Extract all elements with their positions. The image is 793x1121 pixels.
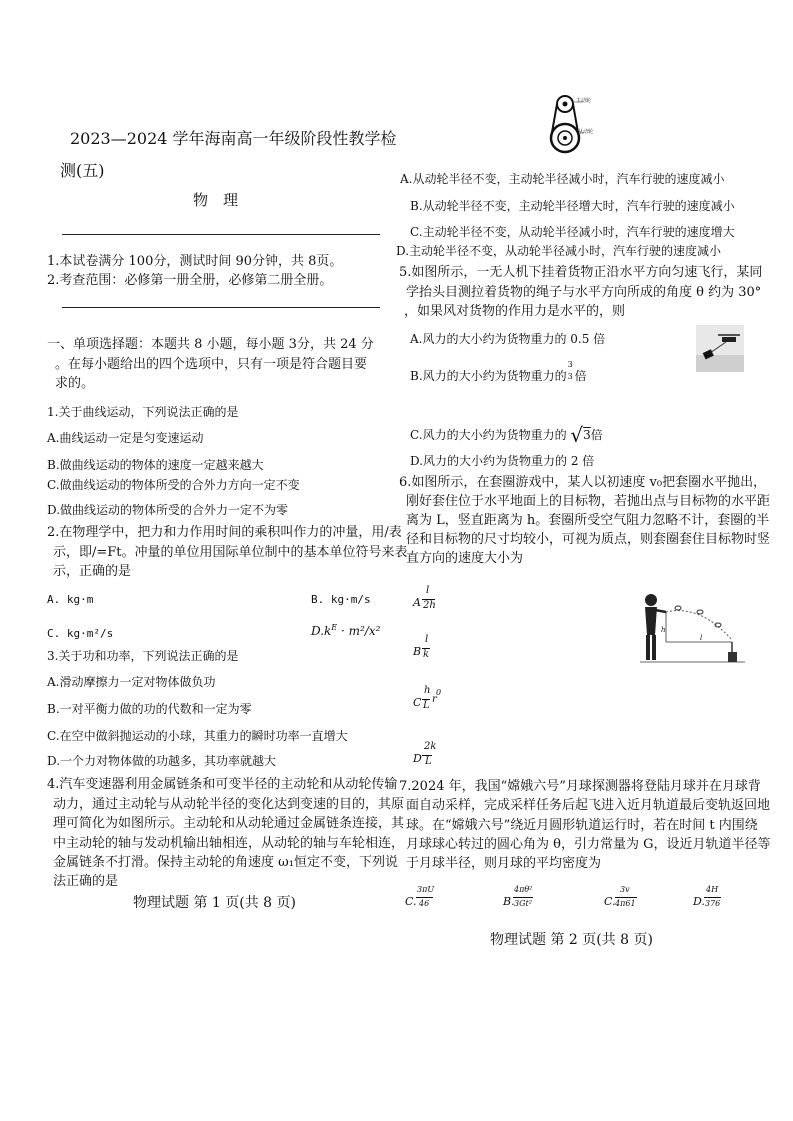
q5-option-c-text: C.风力的大小约为货物重力的 (410, 428, 567, 442)
q5-line-2: 学抬头目测拉着货物的绳子与水平方向所成的角度 θ 约为 30° (406, 285, 762, 300)
q7-option-a (405, 885, 445, 915)
top-divider (62, 234, 380, 235)
q7-option-b-label: B. (503, 895, 515, 908)
q6-line-4: 径和目标物的尺寸均较小，可视为质点，则套圈套住目标物时竖 (406, 532, 771, 547)
q6-option-a-den: 2h (423, 600, 436, 611)
q7-option-c-den: 4π61 (615, 899, 636, 908)
q6-option-a-num: l (426, 585, 430, 596)
title-line-1: 2023—2024 学年海南高一年级阶段性教学检 (70, 129, 397, 148)
q1-option-d: D.做曲线运动的物体所受的合外力一定不为零 (47, 503, 289, 517)
q5-line-1: 5.如图所示，一无人机下挂着货物正沿水平方向匀速飞行，某同 (399, 265, 763, 280)
q6-line-2: 刚好套住位于水平地面上的目标物，若抛出点与目标物的水平距 (406, 494, 771, 509)
q6-option-a (413, 585, 443, 615)
q5-option-c-root: 3 (583, 428, 591, 442)
q7-option-d-num: 4H (706, 885, 719, 894)
drone-photo (696, 325, 744, 372)
q7-line-5: 于月球半径，则月球的平均密度为 (406, 856, 602, 871)
q7-option-a-num: 3πU (417, 885, 435, 894)
q7-option-a-bar (416, 897, 433, 898)
q4-line-2: 动力，通过主动轮与从动轮半径的变化达到变速的目的，其原 (53, 797, 405, 812)
q1-stem: 1.关于曲线运动，下列说法正确的是 (47, 405, 239, 419)
q7-option-b-den: 3Gt² (514, 899, 532, 908)
q3-option-c: C.在空中做斜抛运动的小球，其重力的瞬时功率一直增大 (47, 729, 348, 743)
q4-line-3: 理可简化为如图所示。主动轮和从动轮通过金属链条连接，其 (53, 816, 405, 831)
trajectory (666, 611, 732, 640)
q2-option-d-rest: · m²/x² (340, 624, 381, 638)
ring-toss-figure (640, 590, 745, 665)
q4-line-1: 4.汽车变速器利用金属链条和可变半径的主动轮和从动轮传输 (47, 777, 398, 792)
q7-option-d (693, 885, 733, 915)
q7-option-b (503, 885, 543, 915)
q5-line-3: ，如果风对货物的作用力是水平的，则 (404, 304, 626, 319)
section-1-line-1: 一、单项选择题：本题共 8 小题，每小题 3分，共 24 分 (47, 337, 374, 352)
q5-option-b-den: 3 (567, 372, 573, 381)
driven-pulley-hub (563, 136, 567, 140)
subject-title: 物 理 (193, 191, 239, 209)
q2-option-b: B. kg·m/s (311, 593, 371, 606)
q7-option-c (604, 885, 644, 915)
q7-option-b-num: 4πθ² (514, 885, 533, 894)
q4-option-a: A.从动轮半径不变，主动轮半径减小时，汽车行驶的速度减小 (400, 172, 725, 186)
title-line-2: 测(五) (60, 161, 105, 180)
drone-body (722, 337, 736, 342)
footer-page-1: 物理试题 第 1 页(共 8 页) (133, 895, 296, 911)
q7-line-3: 球。在“嫦娥六号”绕近月圆形轨道运行时，若在时间 t 内围绕 (406, 818, 758, 833)
q5-option-b-num: 3 (567, 360, 573, 369)
pulley-label-top: 主动轮 (576, 98, 592, 104)
q6-line-3: 离为 L，竖直距离为 h。套圈所受空气阻力忽略不计，套圈的半 (406, 513, 770, 528)
q4-line-4: 中主动轮的轴与发动机输出轴相连，从动轮的轴与车轮相连， (53, 836, 405, 851)
note-2: 2.考查范围：必修第一册全册，必修第二册全册。 (47, 273, 333, 288)
q4-option-b: B.从动轮半径不变，主动轮半径增大时，汽车行驶的速度减小 (410, 199, 735, 213)
notes-divider (62, 307, 380, 308)
q1-option-a: A.曲线运动一定是匀变速运动 (47, 431, 204, 445)
q6-option-d-num: 2k (424, 741, 437, 752)
q6-option-c-label: C (413, 696, 422, 709)
q6-line-5: 直方向的速度大小为 (406, 551, 524, 566)
footer-page-2: 物理试题 第 2 页(共 8 页) (490, 932, 653, 948)
belt-left (551, 104, 557, 138)
q4-option-d: D.主动轮半径不变，从动轮半径减小时，汽车行驶的速度减小 (396, 244, 722, 258)
q5-option-d: D.风力的大小约为货物重力的 2 倍 (410, 454, 595, 468)
q4-option-c: C.主动轮半径不变，从动轮半径减小时，汽车行驶的速度增大 (410, 225, 735, 239)
fig-l-label: l (700, 634, 703, 642)
q6-option-b (413, 634, 443, 664)
drive-pulley-hub (563, 102, 568, 107)
q7-option-b-bar (513, 897, 533, 898)
q6-option-b-label: B (413, 645, 422, 658)
q7-option-c-num: 3v (620, 885, 630, 894)
section-1-line-2: 。在每小题给出的四个选项中，只有一项是符合题目要 (55, 357, 368, 372)
q2-line-1: 2.在物理学中，把力和力作用时间的乘积叫作力的冲量，用/表 (47, 525, 402, 540)
q7-line-4: 月球球心转过的圆心角为 θ，引力常量为 G，设近月轨道半径等 (406, 837, 771, 852)
person-head (645, 594, 657, 606)
q4-line-6: 法正确的是 (53, 874, 119, 889)
q4-line-5: 金属链条不打滑。保持主动轮的角速度 ω₁恒定不变，下列说 (53, 855, 398, 870)
q5-option-a: A.风力的大小约为货物重力的 0.5 倍 (410, 332, 606, 346)
q6-option-c-num: h (424, 685, 431, 696)
q5-option-c (410, 423, 603, 447)
pulley-label-bottom: 从动轮 (578, 129, 594, 135)
q7-option-d-bar (704, 897, 721, 898)
q2-option-d (311, 623, 380, 638)
q3-option-d: D.一个力对物体做的功越多，其功率就越大 (47, 754, 277, 768)
q5-option-b-text: B.风力的大小约为货物重力的 (410, 369, 567, 383)
q7-option-a-den: 46 (419, 899, 430, 908)
q6-option-c-tail: r (432, 694, 437, 705)
q7-option-d-den: 376 (705, 899, 721, 908)
q2-line-2: 示，即/=Ft。冲量的单位用国际单位制中的基本单位符号来表 (53, 545, 408, 560)
section-1-line-3: 求的。 (55, 376, 95, 391)
q2-line-3: 示，正确的是 (53, 564, 132, 579)
q1-option-c: C.做曲线运动的物体所受的合外力方向一定不变 (47, 478, 300, 492)
q6-option-d-den: L (425, 756, 432, 767)
q3-stem: 3.关于功和功率，下列说法正确的是 (47, 649, 239, 663)
q3-option-a: A.滑动摩擦力一定对物体做负功 (47, 675, 216, 689)
q6-option-a-label: A (413, 596, 421, 609)
fig-h-label: h (661, 626, 666, 634)
q6-option-b-num: l (425, 634, 429, 645)
q7-line-2: 面自动采样，完成采样任务后起飞进入近月轨道最后变轨返回地 (406, 798, 771, 813)
q6-option-c-sup: 0 (436, 688, 442, 697)
q7-option-d-label: D. (693, 895, 705, 908)
q5-option-b-frac (567, 360, 575, 381)
q7-line-1: 7.2024 年，我国“嫦娥六号”月球探测器将登陆月球并在月球背 (399, 779, 761, 794)
q7-option-a-label: C. (405, 895, 417, 908)
q7-option-c-label: C. (604, 895, 616, 908)
q6-option-d (413, 741, 443, 771)
q2-option-d-prefix: D.k (311, 624, 332, 638)
q5-option-b (410, 360, 587, 383)
q2-option-c: C. kg·m²/s (47, 627, 114, 640)
q6-option-d-label: D (413, 752, 422, 765)
q2-option-a: A. kg·m (47, 593, 94, 606)
q6-line-1: 6.如图所示，在套圈游戏中，某人以初速度 v₀把套圈水平抛出， (399, 475, 767, 490)
sqrt-sign-icon: √ (570, 423, 584, 447)
q6-option-c-den: L (423, 700, 430, 711)
note-1: 1.本试卷满分 100分，测试时间 90分钟，共 8页。 (47, 254, 343, 269)
q2-option-d-sup: E (331, 623, 338, 632)
q5-option-b-suffix: 倍 (574, 369, 587, 383)
target-object (728, 652, 737, 662)
q6-option-c (413, 685, 447, 715)
q3-option-b: B.一对平衡力做的功的代数和一定为零 (47, 702, 252, 716)
q7-option-c-bar (615, 897, 637, 898)
q5-option-c-suffix: 倍 (590, 428, 603, 442)
q6-option-b-den: k (423, 649, 430, 660)
q1-option-b: B.做曲线运动的物体的速度一定越来越大 (47, 458, 264, 472)
